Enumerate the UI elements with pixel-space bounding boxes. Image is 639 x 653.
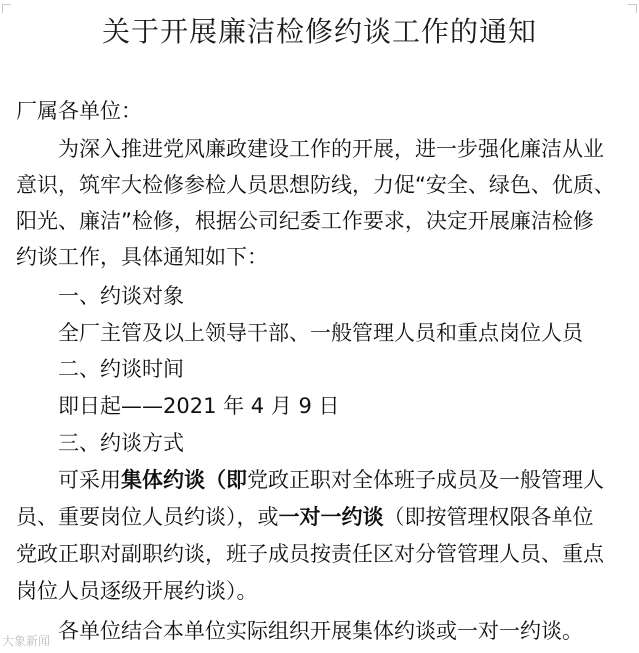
section-three-heading: 三、约谈方式 — [58, 431, 184, 455]
watermark: 大象新闻 — [2, 634, 51, 648]
text-segment: 党政正职对全体班子成员及一般管理人 — [247, 468, 604, 492]
text-segment: 可采用 — [58, 468, 121, 492]
section-three-line-2 — [16, 502, 594, 532]
section-two-body: 即日起——2021 年 4 月 9 日 — [58, 394, 340, 418]
intro-line-2: 意识，筑牢大检修参检人员思想防线，力促“安全、绿色、优质、 — [16, 173, 615, 197]
section-one-heading: 一、约谈对象 — [58, 284, 184, 308]
salutation: 厂属各单位： — [16, 99, 142, 123]
section-three-line-1 — [58, 465, 604, 495]
section-one-body: 全厂主管及以上领导干部、一般管理人员和重点岗位人员 — [58, 321, 583, 345]
document-title: 关于开展廉洁检修约谈工作的通知 — [101, 15, 537, 48]
bold-term-collective-talk: 集体约谈 — [121, 468, 205, 492]
section-three-line-3: 党政正职对副职约谈，班子成员按责任区对分管管理人员、重点 — [16, 542, 604, 566]
bold-parenthetical: （即 — [205, 468, 247, 492]
intro-line-4: 约谈工作，具体通知如下： — [16, 245, 268, 269]
section-two-heading: 二、约谈时间 — [58, 357, 184, 381]
intro-line-3: 阳光、廉洁”检修，根据公司纪委工作要求，决定开展廉洁检修 — [16, 209, 594, 233]
text-segment: 员、重要岗位人员约谈），或 — [16, 505, 279, 529]
closing-line: 各单位结合本单位实际组织开展集体约谈或一对一约谈。 — [58, 619, 583, 643]
bold-term-one-on-one: 一对一约谈 — [278, 505, 384, 529]
intro-line-1: 为深入推进党风廉政建设工作的开展，进一步强化廉洁从业 — [58, 137, 604, 161]
section-three-line-4: 岗位人员逐级开展约谈）。 — [16, 579, 258, 603]
text-segment: （即按管理权限各单位 — [383, 505, 594, 529]
